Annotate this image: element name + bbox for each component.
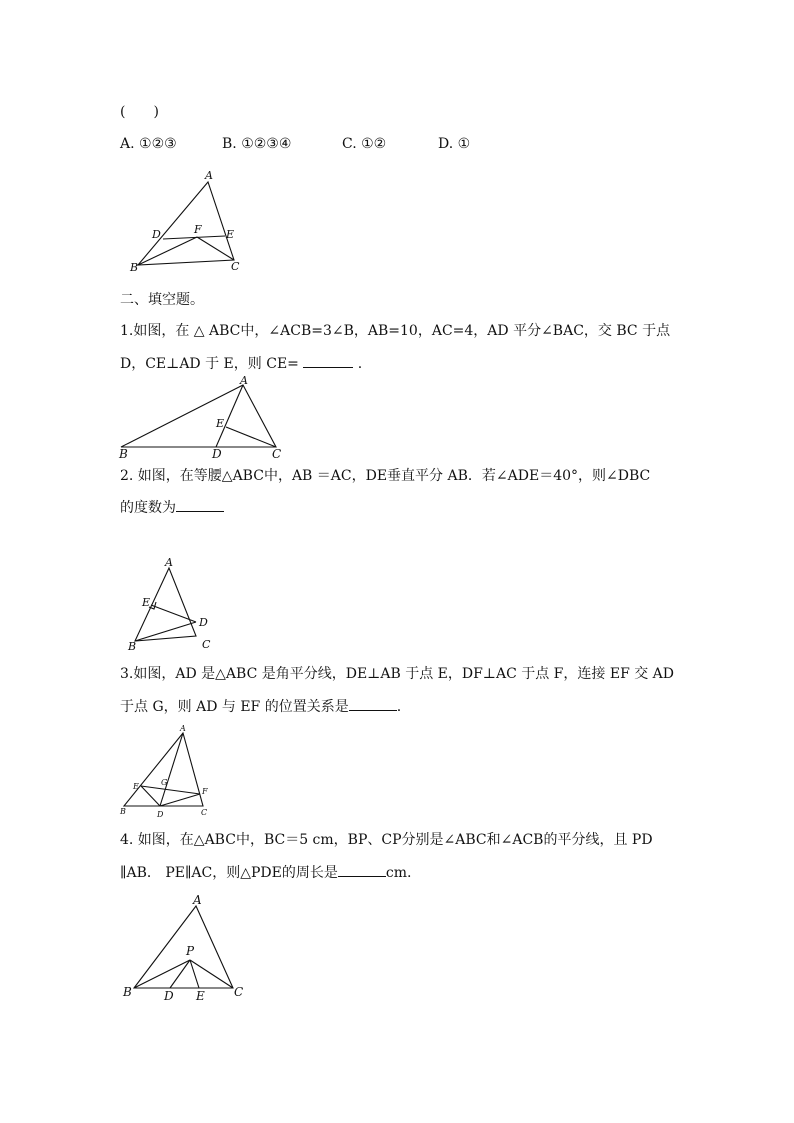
label-f: F bbox=[194, 223, 202, 236]
label-a: A bbox=[180, 724, 186, 733]
label-b: B bbox=[128, 640, 137, 653]
label-c: C bbox=[202, 638, 211, 651]
segment-bp bbox=[134, 960, 190, 988]
label-d: D bbox=[157, 810, 164, 819]
label-c: C bbox=[272, 447, 282, 461]
q3-line2: 于点 G，则 AD 与 EF 的位置关系是 . bbox=[120, 696, 401, 717]
q1-line1: 1.如图，在 △ ABC中，∠ACB=3∠B，AB=10，AC=4，AD 平分∠BAC，交 BC 于点 bbox=[120, 323, 671, 339]
q2-line1: 2. 如图，在等腰△ABC中，AB ＝AC，DE垂直平分 AB．若∠ADE＝40°，则∠DBC bbox=[120, 468, 651, 484]
section-title: 二、填空题。 bbox=[120, 292, 204, 308]
label-e: E bbox=[133, 782, 139, 791]
label-a: A bbox=[193, 893, 202, 907]
label-b: B bbox=[119, 447, 128, 461]
label-d: D bbox=[199, 616, 208, 629]
q3-line1: 3.如图，AD 是△ABC 是角平分线，DE⊥AB 于点 E，DF⊥AC 于点 F，连接 EF 交 AD bbox=[120, 666, 675, 682]
option-a[interactable]: A. ①②③ bbox=[120, 136, 177, 152]
label-e: E bbox=[196, 989, 205, 1003]
label-b: B bbox=[130, 261, 139, 274]
q4-line1: 4. 如图，在△ABC中，BC＝5 cm，BP、CP分别是∠ABC和∠ACB的平分线，且 PD bbox=[120, 832, 653, 848]
q2-line2: 的度数为 bbox=[120, 497, 224, 518]
label-p: P bbox=[186, 944, 195, 958]
q1-line2: D，CE⊥AD 于 E，则 CE= . bbox=[120, 353, 362, 374]
label-b: B bbox=[120, 807, 126, 816]
label-a: A bbox=[205, 169, 213, 182]
answer-parentheses: ( ) bbox=[120, 104, 159, 120]
label-g: G bbox=[161, 778, 168, 787]
segment-pe bbox=[190, 960, 199, 988]
label-c: C bbox=[231, 260, 240, 273]
label-c: C bbox=[201, 808, 208, 817]
label-f: F bbox=[202, 787, 208, 796]
q4-line2: ∥AB． PE∥AC，则△PDE的周长是 cm. bbox=[120, 862, 411, 883]
segment-pd bbox=[170, 960, 190, 988]
option-b[interactable]: B. ①②③④ bbox=[222, 136, 292, 152]
label-a: A bbox=[240, 374, 248, 387]
label-d: D bbox=[152, 228, 161, 241]
label-b: B bbox=[123, 985, 132, 999]
label-d: D bbox=[212, 447, 222, 461]
label-a: A bbox=[165, 556, 173, 569]
label-e: E bbox=[216, 417, 225, 430]
label-e: E bbox=[226, 228, 235, 241]
label-d: D bbox=[164, 989, 174, 1003]
option-c[interactable]: C. ①② bbox=[342, 136, 387, 152]
option-d[interactable]: D. ① bbox=[438, 136, 471, 152]
label-c: C bbox=[234, 985, 244, 999]
label-e: E bbox=[142, 596, 151, 609]
triangle-abc bbox=[134, 906, 233, 988]
